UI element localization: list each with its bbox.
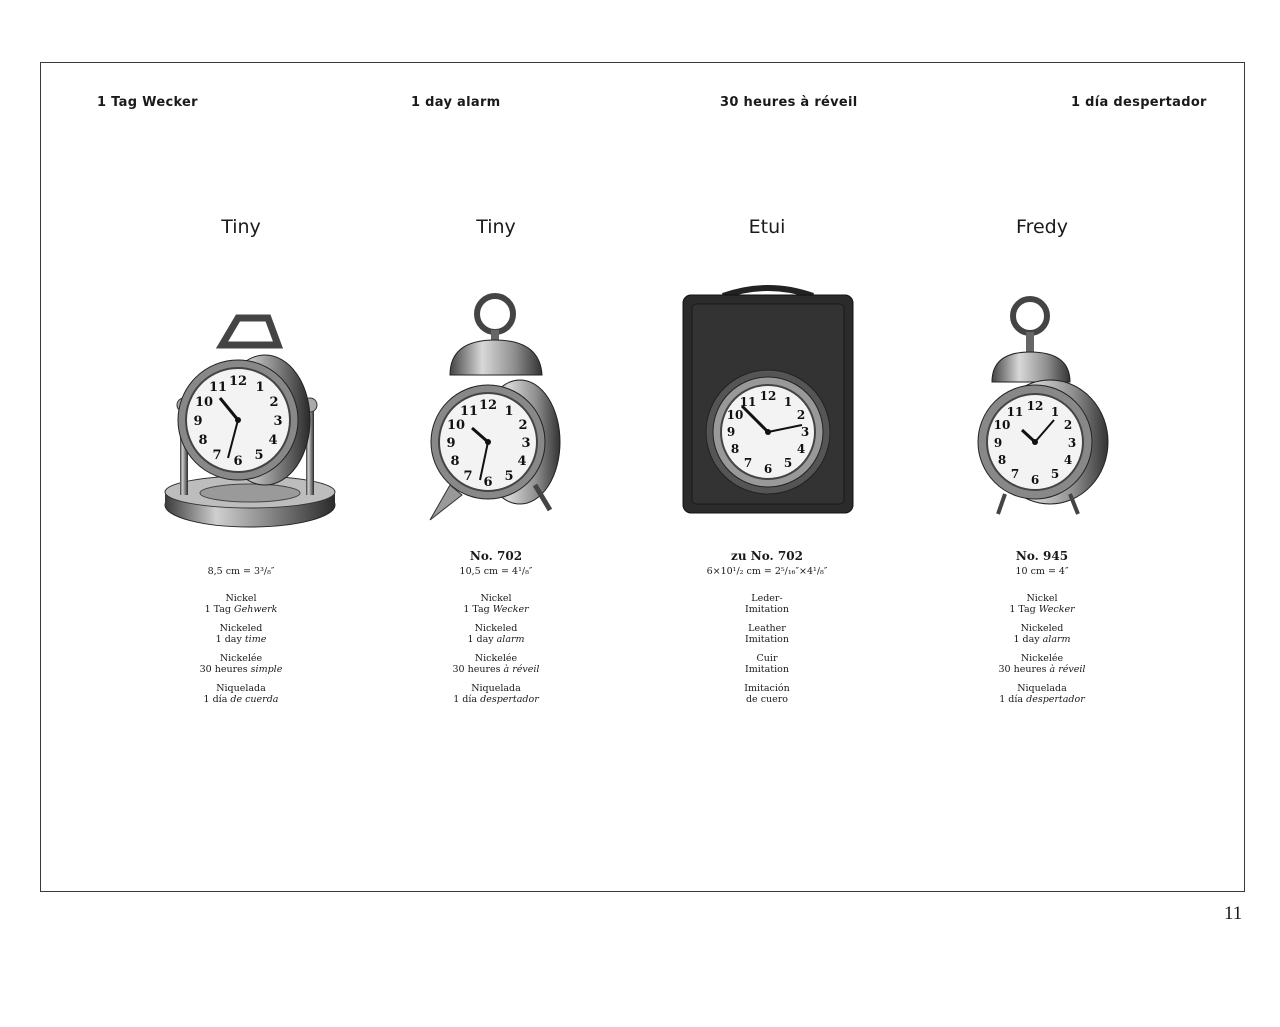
description-line: [346, 664, 646, 675]
description-italic-text: de cuerda: [230, 694, 279, 705]
svg-text:12: 12: [228, 374, 248, 389]
svg-text:10: 10: [993, 418, 1011, 432]
svg-text:1: 1: [255, 380, 265, 395]
description-line: [892, 634, 1192, 645]
description-text: 1 día: [999, 694, 1027, 705]
svg-text:5: 5: [1050, 467, 1060, 481]
svg-text:4: 4: [268, 433, 278, 448]
svg-text:8: 8: [198, 433, 208, 448]
product-size: 8,5 cm = 3³/₈″: [207, 566, 275, 577]
svg-text:5: 5: [783, 456, 793, 470]
description-text: 30 heures: [998, 664, 1050, 675]
description-italic-text: simple: [250, 664, 283, 675]
description-line: Nickelée: [1020, 653, 1064, 664]
description-italic-text: à réveil: [503, 664, 540, 675]
description-line: [617, 604, 917, 615]
tiny-702-clock-image: [420, 290, 580, 525]
description-line: Cuir: [756, 653, 778, 664]
description-group: [346, 653, 646, 675]
description-line: Nickel: [1026, 593, 1058, 604]
product-number: No. 945: [1015, 549, 1069, 563]
description-text: Imitation: [745, 604, 789, 615]
svg-text:9: 9: [446, 436, 456, 451]
description-group: [617, 623, 917, 645]
svg-text:2: 2: [269, 395, 279, 410]
svg-text:3: 3: [273, 414, 283, 429]
description-line: [892, 664, 1192, 675]
description-line: Nickeled: [474, 623, 518, 634]
description-line: [617, 634, 917, 645]
description-italic-text: alarm: [496, 634, 525, 645]
svg-text:5: 5: [504, 469, 514, 484]
description-text: Imitation: [745, 664, 789, 675]
description-line: Niquelada: [471, 683, 521, 694]
svg-text:8: 8: [450, 454, 460, 469]
description-group: [346, 623, 646, 645]
svg-text:10: 10: [446, 418, 466, 433]
description-italic-text: Wecker: [492, 604, 529, 615]
product-size: 6×10¹/₂ cm = 2⁵/₁₆″×4¹/₈″: [706, 566, 828, 577]
svg-text:12: 12: [1026, 399, 1044, 413]
description-italic-text: Wecker: [1038, 604, 1075, 615]
svg-text:2: 2: [518, 418, 528, 433]
svg-text:3: 3: [800, 425, 810, 439]
svg-text:11: 11: [208, 380, 228, 395]
description-group: [892, 593, 1192, 615]
svg-text:6: 6: [233, 454, 243, 469]
tiny-gehwerk-clock-image: [160, 310, 340, 535]
description-line: Niquelada: [216, 683, 266, 694]
description-text: 30 heures: [199, 664, 251, 675]
description-italic-text: alarm: [1042, 634, 1071, 645]
svg-text:9: 9: [193, 414, 203, 429]
svg-text:2: 2: [1063, 418, 1073, 432]
svg-text:6: 6: [763, 462, 773, 476]
product-name: Tiny: [221, 216, 261, 238]
svg-text:7: 7: [212, 448, 222, 463]
svg-text:7: 7: [463, 469, 473, 484]
description-line: Imitación: [744, 683, 790, 694]
product-name: Etui: [748, 216, 786, 238]
header-es: 1 día despertador: [1071, 95, 1207, 110]
description-text: 1 día: [203, 694, 231, 705]
description-text: 1 day: [467, 634, 497, 645]
svg-text:5: 5: [254, 448, 264, 463]
description-line: [346, 694, 646, 705]
svg-text:3: 3: [521, 436, 531, 451]
description-line: [892, 694, 1192, 705]
description-text: 1 Tag: [463, 604, 493, 615]
description-group: [346, 593, 646, 615]
svg-text:4: 4: [796, 442, 806, 456]
description-line: [346, 634, 646, 645]
description-text: Imitation: [745, 634, 789, 645]
svg-text:11: 11: [739, 395, 757, 409]
header-de: 1 Tag Wecker: [97, 95, 198, 110]
description-line: [892, 604, 1192, 615]
description-text: 1 day: [1013, 634, 1043, 645]
header-en: 1 day alarm: [411, 95, 501, 110]
svg-text:1: 1: [1050, 405, 1060, 419]
svg-text:3: 3: [1067, 436, 1077, 450]
description-text: de cuero: [745, 694, 789, 705]
product-description: [346, 593, 646, 713]
description-group: [617, 593, 917, 615]
svg-text:8: 8: [997, 453, 1007, 467]
description-line: [617, 694, 917, 705]
product-description: [617, 593, 917, 713]
description-italic-text: despertador: [1026, 694, 1085, 705]
description-line: Nickel: [225, 593, 257, 604]
description-line: Leder-: [751, 593, 783, 604]
product-description: [892, 593, 1192, 713]
svg-text:4: 4: [1063, 453, 1073, 467]
svg-text:6: 6: [483, 475, 493, 490]
description-line: Nickel: [480, 593, 512, 604]
description-italic-text: time: [244, 634, 267, 645]
description-line: Nickelée: [474, 653, 518, 664]
description-line: Nickelée: [219, 653, 263, 664]
product-name: Fredy: [1016, 216, 1068, 238]
description-group: [892, 653, 1192, 675]
description-text: 1 día: [453, 694, 481, 705]
description-text: 1 Tag: [204, 604, 235, 615]
svg-text:9: 9: [726, 425, 736, 439]
description-italic-text: Gehwerk: [234, 604, 278, 615]
product-size: 10 cm = 4″: [1015, 566, 1069, 577]
svg-text:11: 11: [1006, 405, 1024, 419]
description-line: Nickeled: [1020, 623, 1064, 634]
description-group: [892, 683, 1192, 705]
fredy-945-clock-image: [970, 292, 1115, 517]
etui-case-image: [678, 280, 858, 515]
description-text: 30 heures: [452, 664, 504, 675]
description-line: [617, 664, 917, 675]
svg-text:6: 6: [1030, 473, 1040, 487]
svg-text:8: 8: [730, 442, 740, 456]
svg-text:7: 7: [1010, 467, 1020, 481]
description-text: 1 day: [215, 634, 245, 645]
svg-text:9: 9: [993, 436, 1003, 450]
svg-text:7: 7: [743, 456, 753, 470]
svg-text:1: 1: [504, 404, 514, 419]
svg-text:10: 10: [194, 395, 214, 410]
svg-text:1: 1: [783, 395, 793, 409]
page-number: 11: [1224, 903, 1243, 924]
svg-text:12: 12: [759, 389, 777, 403]
product-size: 10,5 cm = 4¹/₈″: [459, 566, 533, 577]
description-line: Nickeled: [219, 623, 263, 634]
svg-text:4: 4: [517, 454, 527, 469]
description-line: [346, 604, 646, 615]
description-group: [617, 653, 917, 675]
svg-text:12: 12: [478, 398, 498, 413]
product-name: Tiny: [476, 216, 516, 238]
description-group: [617, 683, 917, 705]
svg-text:2: 2: [796, 408, 806, 422]
description-group: [346, 683, 646, 705]
svg-text:10: 10: [726, 408, 744, 422]
description-text: 1 Tag: [1009, 604, 1039, 615]
header-fr: 30 heures à réveil: [720, 95, 858, 110]
description-line: Niquelada: [1017, 683, 1067, 694]
description-italic-text: à réveil: [1049, 664, 1086, 675]
description-italic-text: despertador: [480, 694, 539, 705]
product-number: No. 702: [469, 549, 523, 563]
description-group: [892, 623, 1192, 645]
svg-text:11: 11: [459, 404, 479, 419]
description-line: Leather: [748, 623, 786, 634]
product-number: zu No. 702: [731, 549, 803, 563]
